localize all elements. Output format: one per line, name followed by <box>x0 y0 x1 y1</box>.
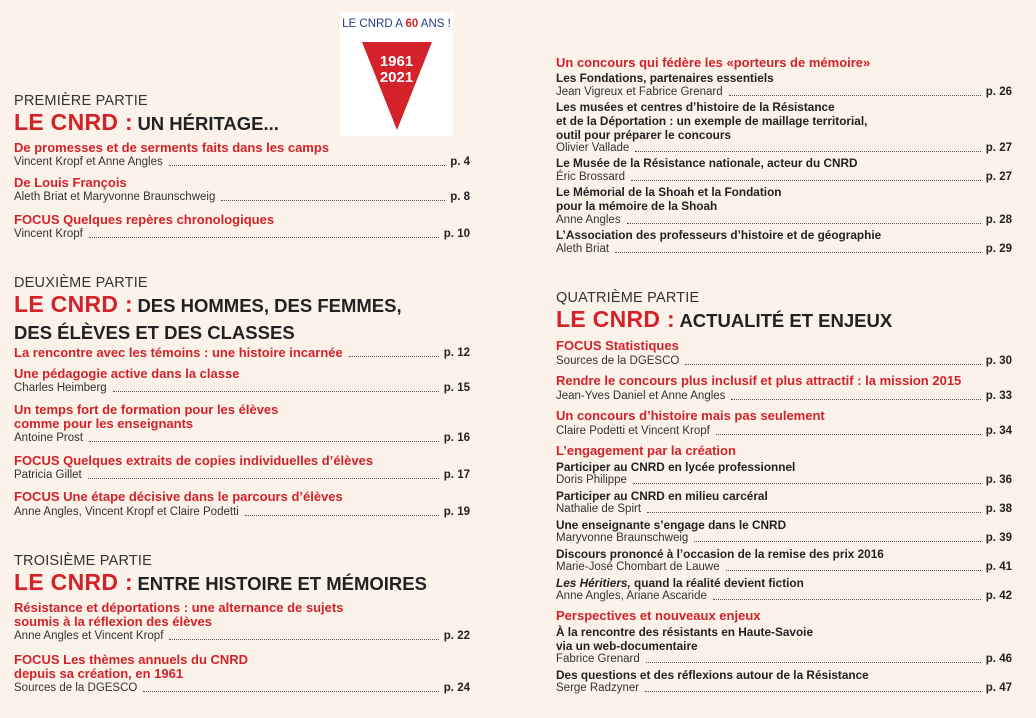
section-title[interactable]: Un concours qui fédère les «porteurs de mémoire» <box>556 55 871 70</box>
page-number: p. 8 <box>450 191 470 203</box>
toc-entry-author-row: Nathalie de Spirt p. 38 <box>556 503 1012 515</box>
toc-entry-title[interactable]: Une enseignante s’engage dans le CNRD <box>556 518 787 532</box>
page-number: p. 36 <box>985 474 1012 486</box>
toc-entry-author-row: Patricia Gillet p. 17 <box>14 469 470 481</box>
toc-entry-author-row: Sources de la DGESCO p. 30 <box>556 355 1012 367</box>
toc-entry-author-row: Jean Vigreux et Fabrice Grenard p. 26 <box>556 86 1012 98</box>
page-number: p. 42 <box>985 590 1012 602</box>
toc-entry-author-row: Anne Angles et Vincent Kropf p. 22 <box>14 630 470 642</box>
toc-entry-title[interactable]: FOCUS Une étape décisive dans le parcours d’élèves <box>14 489 343 504</box>
toc-entry-author-row: Anne Angles p. 28 <box>556 214 1012 226</box>
toc-entry-title[interactable]: Rendre le concours plus inclusif et plus attractif : la mission 2015 <box>556 373 962 388</box>
page-number: p. 12 <box>443 347 470 359</box>
toc-entry-author-row: Fabrice Grenard p. 46 <box>556 653 1012 665</box>
toc-entry-title[interactable]: Le Mémorial de la Shoah et la Fondation pour la mémoire de la Shoah <box>556 185 782 213</box>
page-number: p. 33 <box>985 390 1012 402</box>
page-number: p. 19 <box>443 506 470 518</box>
part-3-label: TROISIÈME PARTIE <box>14 553 153 569</box>
toc-entry-author-row: Aleth Briat et Maryvonne Braunschweig p. 8 <box>14 191 470 203</box>
toc-entry-author-row: Charles Heimberg p. 15 <box>14 382 470 394</box>
toc-entry-title[interactable]: FOCUS Quelques repères chronologiques <box>14 212 275 227</box>
toc-entry-author-row: Doris Philippe p. 36 <box>556 474 1012 486</box>
toc-entry-author-row: Serge Radzyner p. 47 <box>556 682 1012 694</box>
focus-tag: FOCUS <box>14 212 60 227</box>
toc-entry-title[interactable]: Une pédagogie active dans la classe <box>14 366 240 381</box>
toc-entry-row[interactable]: La rencontre avec les témoins : une histoire incarnée p. 12 <box>14 345 470 360</box>
toc-entry-author-row: Vincent Kropf et Anne Angles p. 4 <box>14 156 470 168</box>
toc-entry-title[interactable]: Des questions et des réflexions autour de la Résistance <box>556 668 869 682</box>
toc-entry-title[interactable]: L’Association des professeurs d’histoire et de géographie <box>556 228 882 242</box>
toc-entry-author-row: Jean-Yves Daniel et Anne Angles p. 33 <box>556 390 1012 402</box>
part-1-heading: LE CNRD : UN HÉRITAGE... <box>14 109 279 135</box>
page-number: p. 10 <box>443 228 470 240</box>
page-number: p. 17 <box>443 469 470 481</box>
badge-caption: LE CNRD A 60 ANS ! <box>342 18 451 30</box>
toc-entry-author-row: Éric Brossard p. 27 <box>556 171 1012 183</box>
section-title[interactable]: L’engagement par la création <box>556 443 736 458</box>
page-number: p. 28 <box>985 214 1012 226</box>
toc-entry-title[interactable]: FOCUS Statistiques <box>556 338 679 353</box>
part-1-label: PREMIÈRE PARTIE <box>14 93 148 109</box>
focus-tag: FOCUS <box>14 489 60 504</box>
toc-entry-title[interactable]: De promesses et de serments faits dans les camps <box>14 140 330 155</box>
part-3-heading: LE CNRD : ENTRE HISTOIRE ET MÉMOIRES <box>14 569 427 595</box>
toc-entry-title[interactable]: Un temps fort de formation pour les élèves comme pour les enseignants <box>14 402 279 431</box>
page-number: p. 15 <box>443 382 470 394</box>
page-number: p. 26 <box>985 86 1012 98</box>
toc-entry-title[interactable]: Les Héritiers, quand la réalité devient fiction <box>556 576 804 590</box>
toc-entry-author-row: Anne Angles, Vincent Kropf et Claire Podetti p. 19 <box>14 506 470 518</box>
toc-entry-author-row: Olivier Vallade p. 27 <box>556 142 1012 154</box>
toc-entry-title[interactable]: Les Fondations, partenaires essentiels <box>556 71 774 85</box>
part-4-heading: LE CNRD : ACTUALITÉ ET ENJEUX <box>556 306 893 332</box>
toc-entry-title[interactable]: Participer au CNRD en lycée professionnel <box>556 460 796 474</box>
toc-entry-author-row: Sources de la DGESCO p. 24 <box>14 682 470 694</box>
page-number: p. 16 <box>443 432 470 444</box>
toc-entry-author-row: Vincent Kropf p. 10 <box>14 228 470 240</box>
toc-entry-title[interactable]: FOCUS Les thèmes annuels du CNRD depuis sa création, en 1961 <box>14 652 249 681</box>
toc-entry-title[interactable]: FOCUS Quelques extraits de copies individuelles d’élèves <box>14 453 374 468</box>
toc-entry-author-row: Marie-José Chombart de Lauwe p. 41 <box>556 561 1012 573</box>
page-number: p. 29 <box>985 243 1012 255</box>
page-number: p. 39 <box>985 532 1012 544</box>
toc-entry-author-row: Antoine Prost p. 16 <box>14 432 470 444</box>
toc-entry-title[interactable]: De Louis François <box>14 175 127 190</box>
page-number: p. 24 <box>443 682 470 694</box>
focus-tag: FOCUS <box>14 453 60 468</box>
part-2-heading: LE CNRD : DES HOMMES, DES FEMMES, DES ÉLÈVES ET DES CLASSES <box>14 291 402 343</box>
page-number: p. 38 <box>985 503 1012 515</box>
anniversary-badge <box>340 12 453 136</box>
focus-tag: FOCUS <box>14 652 60 667</box>
page-number: p. 27 <box>985 142 1012 154</box>
toc-entry-title[interactable]: Le Musée de la Résistance nationale, acteur du CNRD <box>556 156 858 170</box>
page-number: p. 47 <box>985 682 1012 694</box>
page-number: p. 4 <box>450 156 470 168</box>
toc-entry-title[interactable]: Participer au CNRD en milieu carcéral <box>556 489 768 503</box>
toc-entry-title[interactable]: Les musées et centres d’histoire de la Résistance et de la Déportation : un exemple de maillage territorial, outil pour préparer le concours <box>556 100 868 142</box>
part-4-label: QUATRIÈME PARTIE <box>556 290 700 306</box>
toc-entry-author-row: Claire Podetti et Vincent Kropf p. 34 <box>556 425 1012 437</box>
focus-tag: FOCUS <box>556 338 602 353</box>
page-number: p. 41 <box>985 561 1012 573</box>
part-2-label: DEUXIÈME PARTIE <box>14 275 148 291</box>
page-number: p. 22 <box>443 630 470 642</box>
badge-years: 1961 2021 <box>379 53 414 86</box>
toc-entry-title[interactable]: À la rencontre des résistants en Haute-Savoie via un web-documentaire <box>556 625 814 653</box>
page-number: p. 46 <box>985 653 1012 665</box>
toc-entry-title[interactable]: Résistance et déportations : une alternance de sujets soumis à la réflexion des élèves <box>14 600 344 629</box>
page-number: p. 27 <box>985 171 1012 183</box>
toc-entry-author-row: Anne Angles, Ariane Ascaride p. 42 <box>556 590 1012 602</box>
page-number: p. 34 <box>985 425 1012 437</box>
toc-entry-title[interactable]: Un concours d’histoire mais pas seulement <box>556 408 825 423</box>
toc-entry-author-row: Aleth Briat p. 29 <box>556 243 1012 255</box>
toc-entry-title[interactable]: Discours prononcé à l’occasion de la remise des prix 2016 <box>556 547 884 561</box>
page-number: p. 30 <box>985 355 1012 367</box>
toc-entry-author-row: Maryvonne Braunschweig p. 39 <box>556 532 1012 544</box>
section-title[interactable]: Perspectives et nouveaux enjeux <box>556 608 761 623</box>
